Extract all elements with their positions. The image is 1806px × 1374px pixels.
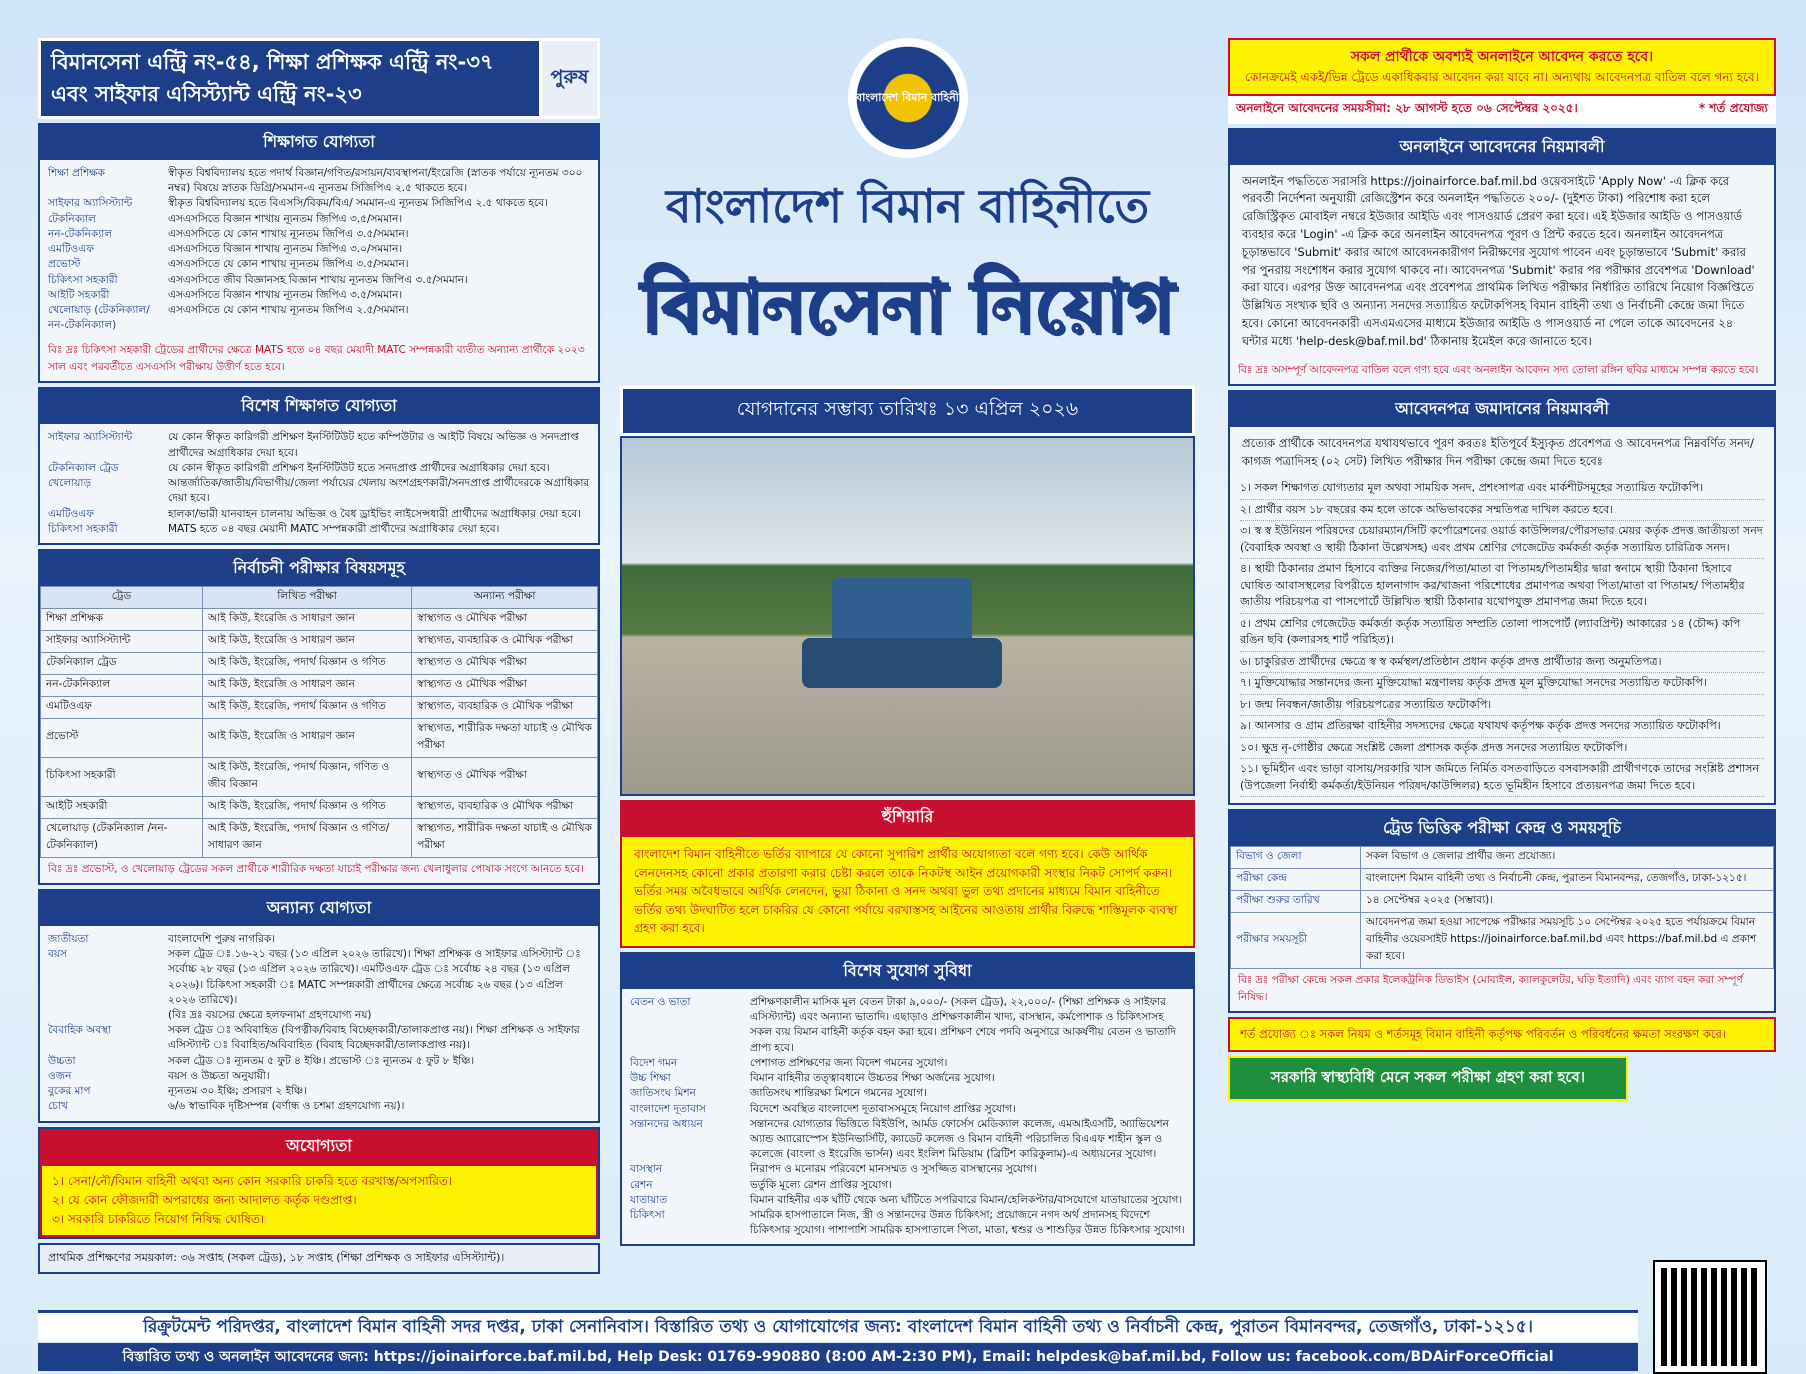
- row-key: রেশন: [630, 1178, 653, 1191]
- row-value: সন্তানদের যোগ্যতার ভিত্তিতে বিইউপি, আর্মড ফোর্সেস মেডিক্যাল কলেজ, এমআইএসটি, অ্যাভিয়েশন অ্যান্ড অ্যারোস্পেস ইউনিভার্সিটি, ক্যাডেট কলেজ ও বিমান বাহিনী পরিচালিত বিএএফ শাহীন স্কুল ও কলেজে (বাংলা ও ইংরেজি ভার্সন) এবং ইংলিশ মিডিয়াম (ব্রিটিশ কারিকুলাম)-এ অধ্যয়নের সুযোগ।: [750, 1117, 1169, 1161]
- table-cell: স্বাস্থ্যগত ও মৌখিক পরীক্ষা: [412, 674, 598, 696]
- list-item: ২। প্রার্থীর বয়স ১৮ বছরের কম হলে তাকে অভিভাবকের সম্মতিপত্র দাখিল করতে হবে।: [1240, 500, 1764, 522]
- row-value: যে কোন স্বীকৃত কারিগরী প্রশিক্ষণ ইনস্টিটিউট হতে সনদপ্রাপ্ত প্রার্থীদের অগ্রাধিকার দেয়া হবে।: [168, 461, 550, 474]
- row-key: বাসস্থান: [630, 1163, 663, 1176]
- row-value: প্রশিক্ষণকালীন মাসিক মূল বেতন টাকা ৯,০০০/- (সকল ট্রেড), ২২,০০০/- (শিক্ষা প্রশিক্ষক ও সাইফার এসিস্ট্যান্ট) এবং অন্যান্য ভাতাদি। এছাড়াও প্রশিক্ষণকালীন খাদ্য, বাসস্থান, কর্মপোশাক ও চিকিৎসাসহ সকল ব্যয় বিমান বাহিনী কর্তৃক বহন করা হবে। প্রশিক্ষণ শেষে পদবি অনুসারে আকর্ষণীয় বেতন ও ভাতাদি প্রাপ্য হবে।: [750, 995, 1177, 1054]
- info-row: [48, 166, 590, 196]
- info-row: [48, 430, 590, 460]
- headline-secondary: বিমানসেনা নিয়োগ: [641, 264, 1174, 348]
- row-key: শিক্ষা প্রশিক্ষক: [48, 167, 106, 179]
- benefits-rows: [622, 989, 1193, 1245]
- list-item: ৪। স্থায়ী ঠিকানার প্রমাণ হিসাবে ব্যক্তির নিজের/পিতা/মাতা বা পিতামহ/পিতামহীর দ্বারা স্বনামে স্থায়ী ঠিকানা হিসাবে ঘোষিত আবাসস্থলের বিপরীতে হালনাগাদ কর/খাজনা পরিশোধের প্রমাণপত্র অথবা পিতা/মাতা বা পিতামহ/ পিতামহীর জাতীয় পরিচয়পত্র বা পাসপোর্টে উল্লিখিত স্থায়ী ঠিকানার যথোপযুক্ত প্রমাণপত্র জমা দিতে হবে।: [1240, 559, 1764, 614]
- entry-title: বিমানসেনা এন্ট্রি নং-৫৪, শিক্ষা প্রশিক্ষক এন্ট্রি নং-৩৭ এবং সাইফার এসিস্ট্যান্ট এন্ট্রি নং-২৩: [51, 50, 494, 106]
- table-row: [41, 696, 598, 718]
- table-cell: আবেদনপত্র জমা হওয়া সাপেক্ষে পরীক্ষার সময়সূচি ১০ সেপ্টেম্বর ২০২৫ হতে পর্যায়ক্রমে বিমান বাহিনীর ওয়েবসাইট https://joinairforce.baf.mil.bd এবং https://baf.mil.bd এ প্রকাশ করা হবে।: [1361, 913, 1774, 969]
- training-duration: প্রাথমিক প্রশিক্ষণের সময়কাল: ৩৬ সপ্তাহ (সকল ট্রেড), ১৮ সপ্তাহ (শিক্ষা প্রশিক্ষক ও সাইফার এসিস্ট্যান্ট)।: [38, 1243, 600, 1274]
- table-cell: পরীক্ষা কেন্দ্র: [1231, 869, 1361, 891]
- row-value: হালকা/ভারী যানবাহন চালনায় অভিজ্ঞ ও বৈধ ড্রাইভিং লাইসেন্সধারী প্রার্থীদের অগ্রাধিকার দেয়া হবে।: [168, 507, 582, 520]
- row-value: যে কোন স্বীকৃত কারিগরী প্রশিক্ষণ ইনস্টিটিউট হতে কম্পিউটার ও আইটি বিষয়ে অভিজ্ঞ ও সনদপ্রাপ্ত প্রার্থীদের অগ্রাধিকার দেয়া হবে।: [168, 431, 579, 459]
- row-key: [48, 1008, 168, 1023]
- joining-date: যোগদানের সম্ভাব্য তারিখঃ ১৩ এপ্রিল ২০২৬: [620, 386, 1195, 436]
- list-item: ৩। স্ব স্ব ইউনিয়ন পরিষদের চেয়ারম্যান/সিটি কর্পোরেশনের ওয়ার্ড কাউন্সিলর/পৌরসভার মেয়র কর্তৃক প্রদত্ত জাতীয়তা সনদ (বৈবাহিক অবস্থা ও স্থায়ী ঠিকানা উল্লেখসহ) এবং প্রথম শ্রেণির গেজেটেড কর্মকর্তা কর্তৃক সত্যায়িত চারিত্রিক সনদ।: [1240, 521, 1764, 559]
- table-cell: স্বাস্থ্যগত, ব্যবহারিক ও মৌখিক পরীক্ষা: [412, 630, 598, 652]
- row-value: সকল ট্রেড ঃ ১৬-২১ বছর (১৩ এপ্রিল ২০২৬ তারিখে)। শিক্ষা প্রশিক্ষক ও সাইফার এসিস্ট্যান্ট ঃ সর্বোচ্চ ২৮ বছর (১৩ এপ্রিল ২০২৬ তারিখে)। এমটিওএফ ট্রেড ঃ সর্বোচ্চ ২৪ বছর (১৩ এপ্রিল ২০২৬)। চিকিৎসা সহকারী ঃ MATC সম্পন্নকারী প্রার্থীদের ক্ষেত্রে সর্বোচ্চ ২৬ বছর (১৩ এপ্রিল ২০২৬ তারিখে)।: [168, 948, 581, 1006]
- table-cell: আই কিউ, ইংরেজি ও সাধারণ জ্ঞান: [202, 674, 411, 696]
- table-row: [41, 652, 598, 674]
- row-value: এসএসসিতে বিজ্ঞান শাখায় ন্যূনতম জিপিএ ৩.৫/সমমান।: [168, 212, 403, 225]
- row-key: সন্তানদের অধ্যয়ন: [630, 1117, 703, 1130]
- info-row: [630, 1117, 1185, 1163]
- info-row: [630, 1086, 1185, 1101]
- info-row: [630, 1102, 1185, 1117]
- footer-contact: বিস্তারিত তথ্য ও অনলাইন আবেদনের জন্য: https://joinairforce.baf.mil.bd, Help Desk: 01769-990880 (8:00 AM-2:30 PM), Email: helpdesk@baf.mil.bd, Follow us: facebook.com/BDAirForceOfficial: [38, 1343, 1638, 1371]
- disqualification-section: [38, 1127, 600, 1240]
- row-value: ৬/৬ স্বাভাবিক দৃষ্টিসম্পন্ন (বর্ণান্ধ ও চশমা গ্রহণযোগ্য নয়)।: [168, 1100, 405, 1113]
- condition-text: * শর্ত প্রযোজ্য: [1698, 100, 1768, 115]
- row-key: উচ্চ শিক্ষা: [630, 1072, 671, 1085]
- info-row: [630, 995, 1185, 1056]
- table-cell: স্বাস্থ্যগত, শারীরিক দক্ষতা যাচাই ও মৌখিক পরীক্ষা: [412, 818, 598, 857]
- other-qualification-rows: [40, 926, 598, 1121]
- table-cell: আই কিউ, ইংরেজি, পদার্থ বিজ্ঞান ও গণিত: [202, 796, 411, 818]
- info-row: [48, 212, 590, 227]
- table-cell: এমটিওএফ: [41, 696, 203, 718]
- table-cell: বিভাগ ও জেলা: [1231, 847, 1361, 869]
- deadline-bar: [1228, 96, 1776, 124]
- list-item: ১। সকল শিক্ষাগত যোগ্যতার মূল অথবা সাময়িক সনদ, প্রশংসাপত্র এবং মার্কশীটসমূহের সত্যায়িত ফটোকপি।: [1240, 478, 1764, 500]
- info-row: [48, 1023, 590, 1053]
- footer-address: রিক্রুটমেন্ট পরিদপ্তর, বাংলাদেশ বিমান বাহিনী সদর দপ্তর, ঢাকা সেনানিবাস। বিস্তারিত তথ্য ও যোগাযোগের জন্য: বাংলাদেশ বিমান বাহিনী তথ্য ও নির্বাচনী কেন্দ্র, পুরাতন বিমানবন্দর, তেজগাঁও, ঢাকা-১২১৫।: [38, 1310, 1638, 1342]
- table-row: [1231, 913, 1774, 969]
- alert-single-application: কোনক্রমেই একই/ভিন্ন ট্রেডে একাধিকবার আবেদন করা যাবে না। অন্যথায় আবেদনপত্র বাতিল বলে গন্য হবে।: [1245, 70, 1759, 85]
- jeep-graphic: [832, 578, 972, 688]
- row-key: এমটিওএফ: [48, 507, 94, 520]
- row-value: এসএসসিতে বিজ্ঞান শাখায় ন্যূনতম জিপিএ ৩.০/সমমান।: [168, 243, 403, 256]
- info-row: [630, 1071, 1185, 1086]
- row-value: স্বীকৃত বিশ্ববিদ্যালয় হতে বিএসসি/বিকম/বিএ/ সমমান-এ ন্যূনতম সিজিপিএ ২.৫ থাকতে হবে।: [168, 197, 548, 210]
- row-key: খেলোয়াড় (টেকনিক্যাল/ নন-টেকনিক্যাল): [48, 303, 150, 332]
- row-key: উচ্চতা: [48, 1054, 76, 1067]
- row-key: চিকিৎসা সহকারী: [48, 522, 118, 535]
- table-cell: আইটি সহকারী: [41, 796, 203, 818]
- info-row: [48, 1054, 590, 1069]
- row-key: চিকিৎসা: [630, 1209, 665, 1222]
- online-rules-note: বিঃ দ্রঃ অসম্পূর্ণ আবেদনপত্র বাতিল বলে গণ্য হবে এবং অনলাইন আবেদন সদ্য তোলা রঙ্গিন ছবির মাধ্যমে সম্পন্ন করতে হবে।: [1238, 363, 1759, 376]
- table-row: [1231, 869, 1774, 891]
- row-key: যাতায়াত: [630, 1193, 668, 1206]
- table-cell: স্বাস্থ্যগত, ব্যবহারিক ও মৌখিক পরীক্ষা: [412, 696, 598, 718]
- alert-online-only: সকল প্রার্থীকে অবশ্যই অনলাইনে আবেদন করতে হবে।: [1350, 49, 1654, 65]
- exam-note: বিঃ দ্রঃ প্রভোস্ট, ও খেলোয়াড় ট্রেডের সকল প্রার্থীকে শারীরিক দক্ষতা যাচাই পরীক্ষার জন্য খেলাধুলার পোষাক সংগে আনতে হবে।: [48, 862, 585, 875]
- info-row: [48, 1069, 590, 1084]
- submission-intro: প্রত্যেক প্রার্থীকে আবেদনপত্র যথাযথভাবে পূরণ করতঃ ইতিপূর্বে ইস্যুকৃত প্রবেশপত্র ও আবেদনপত্র নিম্নবর্ণিত সনদ/কাগজ পত্রাদিসহ (০২ সেট) লিখিত পরীক্ষার দিন পরীক্ষা কেন্দ্রে জমা দিতে হবেঃ: [1230, 427, 1774, 473]
- alert-box: [1228, 38, 1776, 96]
- info-row: [48, 227, 590, 242]
- table-cell: পরীক্ষার সময়সূচী: [1231, 913, 1361, 969]
- table-cell: আই কিউ, ইংরেজি ও সাধারণ জ্ঞান: [202, 630, 411, 652]
- row-key: খেলোয়াড়: [48, 477, 91, 490]
- list-item: ৯। আনসার ও গ্রাম প্রতিরক্ষা বাহিনীর সদস্যদের ক্ষেত্রে যথাযথ কর্তৃপক্ষ কর্তৃক প্রদত্ত সনদের সত্যায়িত ফটোকপি।: [1240, 716, 1764, 738]
- table-cell: স্বাস্থ্যগত, শারীরিক দক্ষতা যাচাই ও মৌখিক পরীক্ষা: [412, 718, 598, 757]
- exam-centers-note: বিঃ দ্রঃ পরীক্ষা কেন্দ্রে সকল প্রকার ইলেকট্রনিক ডিভাইস (মোবাইল, ক্যালকুলেটর, ঘড়ি ইত্যাদি) এবং ব্যাগ বহন করা সম্পূর্ণ নিষিদ্ধ।: [1238, 974, 1743, 1004]
- table-header: ট্রেড: [41, 586, 203, 608]
- row-value: MATS হতে ০৪ বছর মেয়াদী MATC সম্পন্নকারী প্রার্থীদের অগ্রাধিকার দেয়া হবে।: [168, 522, 500, 535]
- list-item: ৮। জন্ম নিবন্ধন/জাতীয় পরিচয়পত্রের সত্যায়িত ফটোকপি।: [1240, 695, 1764, 717]
- table-row: [41, 608, 598, 630]
- info-row: [48, 303, 590, 333]
- table-cell: আই কিউ, ইংরেজি, পদার্থ বিজ্ঞান ও গণিত/সাধারণ জ্ঞান: [202, 818, 411, 857]
- info-row: [48, 288, 590, 303]
- exam-centers-section: [1228, 809, 1776, 1013]
- left-column: [38, 38, 600, 1274]
- row-key: প্রভোস্ট: [48, 258, 81, 271]
- row-value: নিরাপদ ও মনোরম পরিবেশে মানসম্মত ও সুসজ্জিত বাসস্থানের সুযোগ।: [750, 1163, 1037, 1176]
- info-row: [48, 507, 590, 522]
- row-value: এসএসসিতে যে কোন শাখায় ন্যূনতম জিপিএ ২.৫/সমমান।: [168, 303, 409, 316]
- exam-subjects-table: [40, 586, 598, 858]
- info-row: [48, 242, 590, 257]
- info-row: [48, 1008, 590, 1023]
- row-key: সাইফার অ্যাসিস্ট্যান্ট: [48, 431, 133, 444]
- row-value: (বিঃ দ্রঃ বয়সের ক্ষেত্রে হলফনামা গ্রহণযোগ্য নয়): [168, 1009, 372, 1022]
- list-item: ২। যে কোন ফৌজদারী অপরাধের জন্য আদালত কর্তৃক দণ্ডপ্রাপ্ত।: [52, 1192, 357, 1207]
- special-education-section: [38, 387, 600, 545]
- health-rules-banner: সরকারি স্বাস্থ্যবিধি মেনে সকল পরীক্ষা গ্রহণ করা হবে।: [1228, 1056, 1628, 1101]
- education-note: বিঃ দ্রঃ চিকিৎসা সহকারী ট্রেডের প্রার্থীদের ক্ষেত্রে MATS হতে ০৪ বছর মেয়াদী MATC সম্পন্নকারী ব্যতীত অন্যান্য প্রার্থীকে ২০২৩ সাল এবং পরবর্তীতে এসএসসি পরীক্ষায় উত্তীর্ণ হতে হবে।: [48, 344, 585, 374]
- list-item: ১০। ক্ষুদ্র নৃ-গোষ্ঠীর ক্ষেত্রে সংশ্লিষ্ট জেলা প্রশাসক কর্তৃক প্রদত্ত সনদের সত্যায়িত ফটোকপি।: [1240, 738, 1764, 760]
- row-value: এসএসসিতে যে কোন শাখায় ন্যূনতম জিপিএ ৩.৫/সমমান।: [168, 258, 409, 271]
- info-row: [630, 1178, 1185, 1193]
- online-rules-section: [1228, 128, 1776, 386]
- online-rules-title: অনলাইনে আবেদনের নিয়মাবলী: [1230, 130, 1774, 165]
- row-value: বিমান বাহিনীর তত্ত্বাবধানে উচ্চতর শিক্ষা অর্জনের সুযোগ।: [750, 1072, 995, 1085]
- table-cell: ১৪ সেপ্টেম্বর ২০২৫ (সম্ভাব্য)।: [1361, 891, 1774, 913]
- online-rules-text: অনলাইন পদ্ধতিতে সরাসরি https://joinairforce.baf.mil.bd ওয়েবসাইটে 'Apply Now' -এ ক্লিক করে পরবর্তী নির্দেশনা অনুযায়ী রেজিস্ট্রেশন করে অনলাইন পদ্ধতিতে ২০০/- (দুইশত টাকা) পরিশোধ করা হলে রেজিস্ট্রিকৃত মোবাইল নম্বরে ইউজার আইডি এবং পাসওয়ার্ড প্রেরণ করা হবে। এই ইউজার আইডি ও পাসওয়ার্ড ব্যবহার করে 'Login' -এ ক্লিক করে অনলাইন আবেদনপত্র পূরণ ও প্রিন্ট করতে হবে। অনলাইন আবেদনপত্র চূড়ান্তভাবে 'Submit' করার আগে আবেদনকারীগণ নিরীক্ষণের সুযোগ পাবেন এবং চূড়ান্তভাবে 'Submit' করার পর পুনরায় সংশোধন করার সুযোগ থাকবে না। আবেদনপত্র 'Submit' করার পর পরীক্ষার প্রবেশপত্র 'Download' করা যাবে। এরপর উক্ত আবেদনপত্র এবং প্রবেশপত্র প্রাথমিক লিখিত পরীক্ষার নির্ধারিত তারিখে নিয়োগ বিজ্ঞপ্তিতে উল্লিখিত সংখ্যক ছবি ও অন্যান্য সনদের সত্যায়িত ফটোকপিসহ বিমান বাহিনী তথ্য ও নির্বাচনী কেন্দ্রে জমা দিতে হবে। কোনো আবেদনকারী এসএমএসের মাধ্যমে ইউজার আইডি ও পাসওয়ার্ড না পেলে তাকে আবেদনের ২৪ ঘন্টার মধ্যে 'help-desk@baf.mil.bd' ঠিকানায় ইমেইল করে জানাতে হবে।: [1230, 165, 1774, 359]
- row-value: এসএসসিতে যে কোন শাখায় ন্যূনতম জিপিএ ৩.৫/সমমান।: [168, 227, 409, 240]
- table-cell: খেলোয়াড় (টেকনিক্যাল /নন-টেকনিক্যাল): [41, 818, 203, 857]
- list-item: ১১। ভূমিহীন এবং ভাড়া বাসায়/সরকারি খাস জমিতে নির্মিত বসতবাড়িতে বসবাসকারী প্রার্থীগণকে তাদের সংশ্লিষ্ট প্রশাসন (উপজেলা নির্বাহী কর্মকর্তা/ইউনিয়ন পরিষদ/কাউন্সিলর) হতে ভূমিহীন হিসাবে প্রত্যয়নপত্র জমা দিতে হবে।: [1240, 759, 1764, 797]
- row-key: টেকনিক্যাল ট্রেড: [48, 461, 119, 474]
- row-value: পেশাগত প্রশিক্ষণের জন্য বিদেশ গমনের সুযোগ।: [750, 1056, 948, 1069]
- row-key: জাতীয়তা: [48, 932, 89, 945]
- row-value: ভর্তুকি মূল্যে রেশন প্রাপ্তির সুযোগ।: [750, 1178, 893, 1191]
- list-item: ৩। সরকারি চাকরিতে নিয়োগ নিষিদ্ধ ঘোষিত।: [52, 1211, 265, 1226]
- row-key: বৈবাহিক অবস্থা: [48, 1024, 112, 1037]
- right-column: [1228, 38, 1776, 1101]
- gender-badge: পুরুষ: [539, 41, 597, 116]
- list-item: ৭। মুক্তিযোদ্ধার সন্তানদের জন্য মুক্তিযোদ্ধা মন্ত্রণালয় কর্তৃক প্রদত্ত মূল মুক্তিযোদ্ধা সনদের সত্যায়িত ফটোকপি।: [1240, 673, 1764, 695]
- education-title: শিক্ষাগত যোগ্যতা: [40, 125, 598, 160]
- row-value: বয়স ও উচ্চতা অনুযায়ী।: [168, 1069, 270, 1082]
- row-key: আইটি সহকারী: [48, 288, 110, 301]
- info-row: [48, 1084, 590, 1099]
- row-value: ন্যূনতম ৩০ ইঞ্চি; প্রসারণ ২ ইঞ্চি।: [168, 1085, 307, 1098]
- warning-title: হুঁশিয়ারি: [620, 800, 1195, 835]
- submission-rules-title: আবেদনপত্র জমাদানের নিয়মাবলী: [1230, 392, 1774, 427]
- benefits-section: [620, 952, 1195, 1247]
- row-value: বিমান বাহিনীর এক ঘাঁটি থেকে অন্য ঘাঁটিতে সপরিবারে বিমান/হেলিকপ্টার/বাসযোগে যাতায়াতের সুযোগ।: [750, 1193, 1183, 1206]
- exam-centers-title: ট্রেড ভিত্তিক পরীক্ষা কেন্দ্র ও সময়সূচি: [1230, 811, 1774, 846]
- row-key: বয়স: [48, 948, 67, 961]
- row-value: এসএসসিতে বিজ্ঞান শাখায় ন্যূনতম জিপিএ ৩.৫/সমমান।: [168, 288, 403, 301]
- info-row: [48, 932, 590, 947]
- row-key: বুকের মাপ: [48, 1085, 91, 1098]
- row-value: সামরিক হাসপাতালে নিজ, স্ত্রী ও সন্তানদের উন্নত চিকিৎসা; প্রয়োজনে নগদ অর্থ প্রদানসহ বিদেশে চিকিৎসার সুযোগ। পাশাপাশি সামরিক হাসপাতালে পিতা, মাতা, শ্বশুর ও শাশুড়ির উন্নত চিকিৎসার সুযোগ।: [750, 1209, 1185, 1237]
- table-row: [1231, 847, 1774, 869]
- table-cell: টেকনিক্যাল ট্রেড: [41, 652, 203, 674]
- table-cell: স্বাস্থ্যগত, ব্যবহারিক ও মৌখিক পরীক্ষা: [412, 796, 598, 818]
- row-key: জাতিসংঘ মিশন: [630, 1087, 696, 1100]
- table-row: [41, 718, 598, 757]
- entry-header: [38, 38, 600, 119]
- table-row: [41, 630, 598, 652]
- table-cell: প্রভোস্ট: [41, 718, 203, 757]
- table-cell: সকল বিভাগ ও জেলার প্রার্থীর জন্য প্রযোজ্য।: [1361, 847, 1774, 869]
- table-cell: স্বাস্থ্যগত ও মৌখিক পরীক্ষা: [412, 652, 598, 674]
- parade-photo: [620, 436, 1195, 796]
- row-key: নন-টেকনিক্যাল: [48, 227, 113, 240]
- table-cell: বাংলাদেশ বিমান বাহিনী তথ্য ও নির্বাচনী কেন্দ্র, পুরাতন বিমানবন্দর, তেজগাঁও, ঢাকা-১২১৫।: [1361, 869, 1774, 891]
- exam-subjects-section: [38, 549, 600, 885]
- table-row: [41, 674, 598, 696]
- table-cell: শিক্ষা প্রশিক্ষক: [41, 608, 203, 630]
- table-cell: সাইফার অ্যাসিস্ট্যান্ট: [41, 630, 203, 652]
- table-row: [41, 757, 598, 796]
- baf-logo-icon: বাংলাদেশ বিমান বাহিনী: [848, 38, 968, 158]
- row-value: সকল ট্রেড ঃ অবিবাহিত (বিপত্নীক/বিবাহ বিচ্ছেদকারী/তালাকপ্রাপ্ত নয়)। শিক্ষা প্রশিক্ষক ও সাইফার এসিস্ট্যান্ট ঃ বিবাহিত/অবিবাহিত (বিবাহ বিচ্ছেদকারী/তালাকপ্রাপ্ত নয়)।: [168, 1024, 580, 1052]
- headline-primary: বাংলাদেশ বিমান বাহিনীতে: [665, 179, 1150, 233]
- table-header: অন্যান্য পরীক্ষা: [412, 586, 598, 608]
- exam-subjects-title: নির্বাচনী পরীক্ষার বিষয়সমূহ: [40, 551, 598, 586]
- table-header: লিখিত পরীক্ষা: [202, 586, 411, 608]
- middle-column: [620, 38, 1195, 1246]
- row-key: চিকিৎসা সহকারী: [48, 273, 118, 286]
- row-value: স্বীকৃত বিশ্ববিদ্যালয় হতে পদার্থ বিজ্ঞান/গণিত/রসায়ন/ব্যবস্থাপনা/ইংরেজি (স্নাতক পর্যায়ে ন্যূনতম ৩০০ নম্বর) বিষয়ে স্নাতক ডিগ্রি/সমমান-এ ন্যূনতম সিজিপিএ ২.৫ থাকতে হবে।: [168, 167, 583, 195]
- info-row: [48, 522, 590, 537]
- disqualification-list: [40, 1164, 598, 1238]
- other-qualification-section: [38, 889, 600, 1123]
- row-value: সকল ট্রেড ঃ ন্যূনতম ৫ ফুট ৪ ইঞ্চি। প্রভোস্ট ঃ ন্যূনতম ৫ ফুট ৮ ইঞ্চি।: [168, 1054, 475, 1067]
- row-value: বিদেশে অবস্থিত বাংলাদেশ দূতাবাসসমূহে নিয়োগ প্রাপ্তির সুযোগ।: [750, 1102, 1016, 1115]
- warning-text: বাংলাদেশ বিমান বাহিনীতে ভর্তির ব্যাপারে যে কোনো সুপারিশ প্রার্থীর অযোগ্যতা বলে গণ্য হবে। কেউ আর্থিক লেনদেনসহ কোনো প্রকার প্রতারণা করার চেষ্টা করলে তাকে নিকটস্থ আইন প্রয়োগকারী সংস্থার নিকট সোপর্দ করুন। ভর্তির সময় অবৈধভাবে আর্থিক লেনদেন, ভুয়া ঠিকানা ও সনদ অথবা ভুল তথ্য প্রদানের মাধ্যমে বিমান বাহিনীতে ভর্তির তথ্য উদঘাটিত হলে চাকরির যে কোনো পর্যায়ে বরখাস্তসহ আইনের আওতায় প্রার্থীর বিরুদ্ধে শাস্তিমূলক ব্যবস্থা গ্রহণ করা হবে।: [620, 835, 1195, 948]
- row-key: বিদেশ গমন: [630, 1056, 678, 1069]
- row-key: এমটিওএফ: [48, 243, 94, 256]
- table-cell: আই কিউ, ইংরেজি ও সাধারণ জ্ঞান: [202, 718, 411, 757]
- table-cell: আই কিউ, ইংরেজি ও সাধারণ জ্ঞান: [202, 608, 411, 630]
- row-key: ওজন: [48, 1069, 72, 1082]
- special-education-title: বিশেষ শিক্ষাগত যোগ্যতা: [40, 389, 598, 424]
- info-row: [48, 461, 590, 476]
- row-key: টেকনিক্যাল: [48, 212, 96, 225]
- row-key: বাংলাদেশ দূতাবাস: [630, 1102, 706, 1115]
- deadline-text: অনলাইনে আবেদনের সময়সীমা: ২৮ আগস্ট হতে ০৬ সেপ্টেম্বর ২০২৫।: [1236, 100, 1578, 115]
- info-row: [630, 1208, 1185, 1238]
- table-cell: আই কিউ, ইংরেজি, পদার্থ বিজ্ঞান ও গণিত: [202, 696, 411, 718]
- table-cell: পরীক্ষা শুরুর তারিখ: [1231, 891, 1361, 913]
- info-row: [48, 947, 590, 1008]
- row-key: সাইফার অ্যাসিস্ট্যান্ট: [48, 197, 133, 210]
- info-row: [48, 273, 590, 288]
- info-row: [48, 476, 590, 506]
- row-value: বাংলাদেশি পুরুষ নাগরিক।: [168, 932, 275, 945]
- table-row: [1231, 891, 1774, 913]
- benefits-title: বিশেষ সুযোগ সুবিধা: [622, 954, 1193, 989]
- table-cell: আই কিউ, ইংরেজি, পদার্থ বিজ্ঞান ও গণিত: [202, 652, 411, 674]
- terms-text: শর্ত প্রযোজ্য ঃ সকল নিয়ম ও শর্তসমূহ বিমান বাহিনী কর্তৃপক্ষ পরিবর্তন ও পরিবর্ধনের ক্ষমতা সংরক্ষণ করে।: [1228, 1017, 1776, 1051]
- info-row: [48, 1099, 590, 1114]
- info-row: [630, 1056, 1185, 1071]
- row-key: বেতন ও ভাতা: [630, 995, 691, 1008]
- education-rows: [40, 160, 598, 339]
- table-cell: চিকিৎসা সহকারী: [41, 757, 203, 796]
- qr-code-icon[interactable]: [1655, 1262, 1765, 1372]
- row-value: এসএসসিতে জীব বিজ্ঞানসহ বিজ্ঞান শাখায় ন্যূনতম জিপিএ ৩.৫/সমমান।: [168, 273, 468, 286]
- row-value: আন্তর্জাতিক/জাতীয়/বিভাগীয়/জেলা পর্যায়ের খেলায় অংশগ্রহণকারী/সনদপ্রাপ্ত প্রার্থীদেরকে অগ্রাধিকার দেয়া হবে।: [168, 477, 590, 505]
- education-section: [38, 123, 600, 383]
- row-value: জাতিসংঘ শান্তিরক্ষা মিশনে গমনের সুযোগ।: [750, 1087, 927, 1100]
- disqualification-title: অযোগ্যতা: [40, 1129, 598, 1164]
- other-qualification-title: অন্যান্য যোগ্যতা: [40, 891, 598, 926]
- submission-documents-list: [1230, 472, 1774, 803]
- info-row: [630, 1193, 1185, 1208]
- table-row: [41, 818, 598, 857]
- table-row: [41, 796, 598, 818]
- list-item: ১। সেনা/নৌ/বিমান বাহিনী অথবা অন্য কোন সরকারি চাকরি হতে বরখাস্ত/অপসারিত।: [52, 1173, 453, 1188]
- info-row: [48, 257, 590, 272]
- info-row: [48, 196, 590, 211]
- list-item: ৬। চাকুরিরত প্রার্থীদের ক্ষেত্রে স্ব স্ব কর্মস্থল/প্রতিষ্ঠান প্রধান কর্তৃক প্রদত্ত প্রার্থীতার জন্য অনুমতিপত্র।: [1240, 652, 1764, 674]
- table-cell: স্বাস্থ্যগত ও মৌখিক পরীক্ষা: [412, 608, 598, 630]
- row-key: চোখ: [48, 1100, 68, 1113]
- table-cell: নন-টেকনিক্যাল: [41, 674, 203, 696]
- special-education-rows: [40, 424, 598, 543]
- table-cell: আই কিউ, ইংরেজি, পদার্থ বিজ্ঞান, গণিত ও জীব বিজ্ঞান: [202, 757, 411, 796]
- submission-rules-section: [1228, 390, 1776, 806]
- table-cell: স্বাস্থ্যগত ও মৌখিক পরীক্ষা: [412, 757, 598, 796]
- exam-centers-table: [1230, 846, 1774, 969]
- info-row: [630, 1162, 1185, 1177]
- list-item: ৫। প্রথম শ্রেণির গেজেটেড কর্মকর্তা কর্তৃক সত্যায়িত সম্প্রতি তোলা পাসপোর্ট (ল্যাবপ্রিন্ট) আকারের ১৪ (চৌদ্দ) কপি রঙিন ছবি (কলারসহ শার্ট পরিহিত)।: [1240, 614, 1764, 652]
